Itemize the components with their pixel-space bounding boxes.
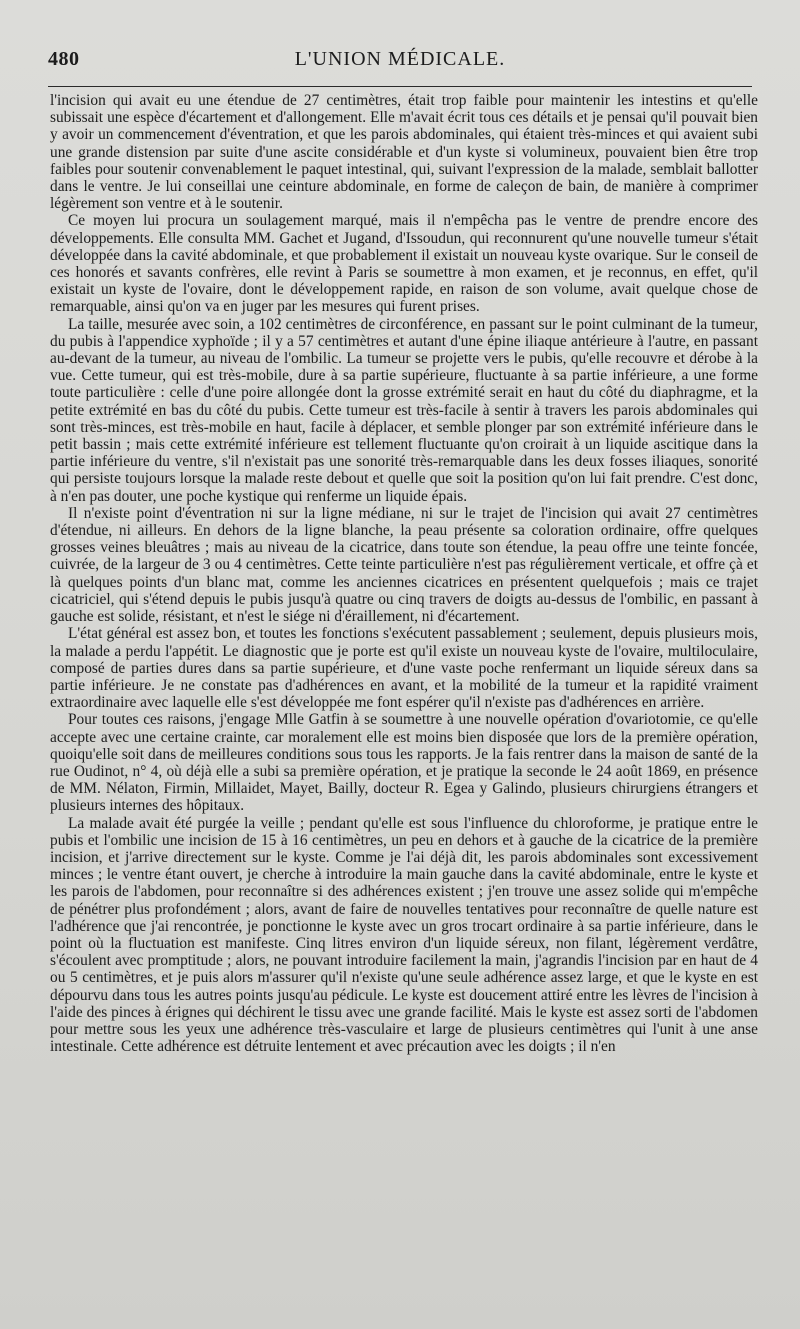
paragraph: Il n'existe point d'éventration ni sur la ligne médiane, ni sur le trajet de l'incision qui avait 27 centimètres d'étendue, ni ailleurs. En dehors de la ligne blanche, la peau présente sa coloration ordinaire, offre quelques grosses veines bleuâtres ; mais au niveau de la cicatrice, dans toute son étendue, la peau offre une teinte foncée, cuivrée, de la largeur de 3 ou 4 centimètres. Cette teinte particulière n'est pas régulièrement verticale, et offre çà et là quelques points d'un blanc mat, comme les anciennes cicatrices en présentent quelquefois ; mais ce trajet cicatriciel, qui s'étend depuis le pubis jusqu'à quatre ou cinq travers de doigts au-dessus de l'ombilic, en passant à gauche est solide, résistant, et n'est le siége ni d'éraillement, ni d'écartement. xyxy=(50,504,758,626)
page-header xyxy=(48,44,752,78)
header-rule xyxy=(48,86,752,87)
paragraph: La malade avait été purgée la veille ; pendant qu'elle est sous l'influence du chloroforme, je pratique entre le pubis et l'ombilic une incision de 15 à 16 centimètres, un peu en dehors et à gauche de la cicatrice de la première incision, et j'arrive directement sur le kyste. Comme je l'ai déjà dit, les parois abdominales sont excessivement minces ; le ventre étant ouvert, je cherche à introduire la main gauche dans la cavité abdominale, entre le kyste et les parois de l'abdomen, pour reconnaître si des adhérences existent ; j'en trouve une assez solide qui m'empêche de pénétrer plus profondément ; alors, avant de faire de nouvelles tentatives pour reconnaître de quelle nature est l'adhérence que j'ai rencontrée, je ponctionne le kyste avec un gros trocart ordinaire à sa partie inférieure, dans le point où la fluctuation est manifeste. Cinq litres environ d'un liquide séreux, non filant, légèrement verdâtre, s'écoulent avec promptitude ; alors, ne pouvant introduire facilement la main, j'agrandis l'incision par en haut de 4 ou 5 centimètres, et je puis alors m'assurer qu'il n'existe qu'une seule adhérence assez large, et que le kyste en est dépourvu dans tous les autres points jusqu'au pédicule. Le kyste est doucement attiré entre les lèvres de l'incision à l'aide des pinces à érignes qui déchirent le tissu avec une grande facilité. Mais le kyste est assez sorti de l'abdomen pour mettre sous les yeux une adhérence très-vasculaire et large de plusieurs centimètres qui l'unit à une anse intestinale. Cette adhérence est détruite lentement et avec précaution avec les doigts ; il n'en xyxy=(50,814,758,1056)
paragraph: L'état général est assez bon, et toutes les fonctions s'exécutent passablement ; seulement, depuis plusieurs mois, la malade a perdu l'appétit. Le diagnostic que je porte est qu'il existe un nouveau kyste de l'ovaire, multiloculaire, composé de parties dures dans sa partie supérieure, et d'une vaste poche renfermant un liquide séreux dans sa partie inférieure. Je ne constate pas d'adhérences en avant, et la mobilité de la tumeur et la rapidité vraiment extraordinaire avec laquelle elle s'est développée me font espérer qu'il n'existe pas d'adhérences en arrière. xyxy=(50,625,758,712)
page-number: 480 xyxy=(48,48,80,70)
paragraph: La taille, mesurée avec soin, a 102 centimètres de circonférence, en passant sur le point culminant de la tumeur, du pubis à l'appendice xyphoïde ; il y a 57 centimètres et autant d'une épine iliaque antérieure à l'autre, en passant au-devant de la tumeur, au niveau de l'ombilic. La tumeur se projette vers le pubis, qu'elle recouvre et dérobe à la vue. Cette tumeur, qui est très-mobile, dure à sa partie supérieure, fluctuante à sa partie inférieure, a une forme toute particulière : celle d'une poire allongée dont la grosse extrémité serait en haut du côté du diaphragme, et la petite extrémité en bas du côté du pubis. Cette tumeur est très-facile à sentir à travers les parois abdominales qui sont très-minces, est très-mobile en haut, facile à déplacer, et semble plonger par son extrémité inférieure dans le petit bassin ; mais cette extrémité inférieure est tellement fluctuante qu'on croirait à un liquide ascitique dans la partie inférieure du ventre, s'il n'existait pas une sonorité très-remarquable dans les deux fosses iliaques, sonorité qui persiste toujours lorsque la malade reste debout et quelle que soit la position qu'on lui fait prendre. C'est donc, à n'en pas douter, une poche kystique qui renferme un liquide épais. xyxy=(50,315,758,505)
running-title: L'UNION MÉDICALE. xyxy=(294,48,506,70)
paragraph: Ce moyen lui procura un soulagement marqué, mais il n'empêcha pas le ventre de prendre encore des développements. Elle consulta MM. Gachet et Jugand, d'Issoudun, qui reconnurent qu'une nouvelle tumeur s'était développée dans la cavité abdominale, et que probablement il existait un nouveau kyste ovarique. Sur le conseil de ces honorés et savants confrères, elle revint à Paris se soumettre à mon examen, et je reconnus, en effet, qu'il existait un kyste de l'ovaire, dont le développement rapide, en raison de son volume, avait quelque chose de remarquable, ainsi qu'on va en juger par les mesures qui furent prises. xyxy=(50,212,758,316)
body-text xyxy=(50,92,758,1055)
paragraph: l'incision qui avait eu une étendue de 27 centimètres, était trop faible pour maintenir les intestins et qu'elle subissait une espèce d'écartement et d'allongement. Elle m'avait écrit tous ces détails et je pensai qu'il pouvait bien y avoir un commencement d'éventration, et que les parois abdominales, qui étaient très-minces et qui avaient subi une grande distension par suite d'une ascite considérable et d'un kyste si volumineux, pouvaient bien être trop faibles pour soutenir convenablement le paquet intestinal, qui, suivant l'expression de la malade, semblait ballotter dans le ventre. Je lui conseillai une ceinture abdominale, en forme de caleçon de bain, de manière à comprimer légèrement son ventre et à le soutenir. xyxy=(50,92,758,213)
paragraph: Pour toutes ces raisons, j'engage Mlle Gatfin à se soumettre à une nouvelle opération d'ovariotomie, ce qu'elle accepte avec une certaine crainte, car moralement elle est moins bien disposée que lors de la première opération, quoiqu'elle soit dans de meilleures conditions sous tous les rapports. Je la fais rentrer dans la maison de santé de la rue Oudinot, n° 4, où déjà elle a subi sa première opération, et je pratique la seconde le 24 août 1869, en présence de MM. Nélaton, Firmin, Millaidet, Mayet, Bailly, docteur R. Egea y Galindo, plusieurs chirurgiens étrangers et plusieurs internes des hôpitaux. xyxy=(50,711,758,815)
